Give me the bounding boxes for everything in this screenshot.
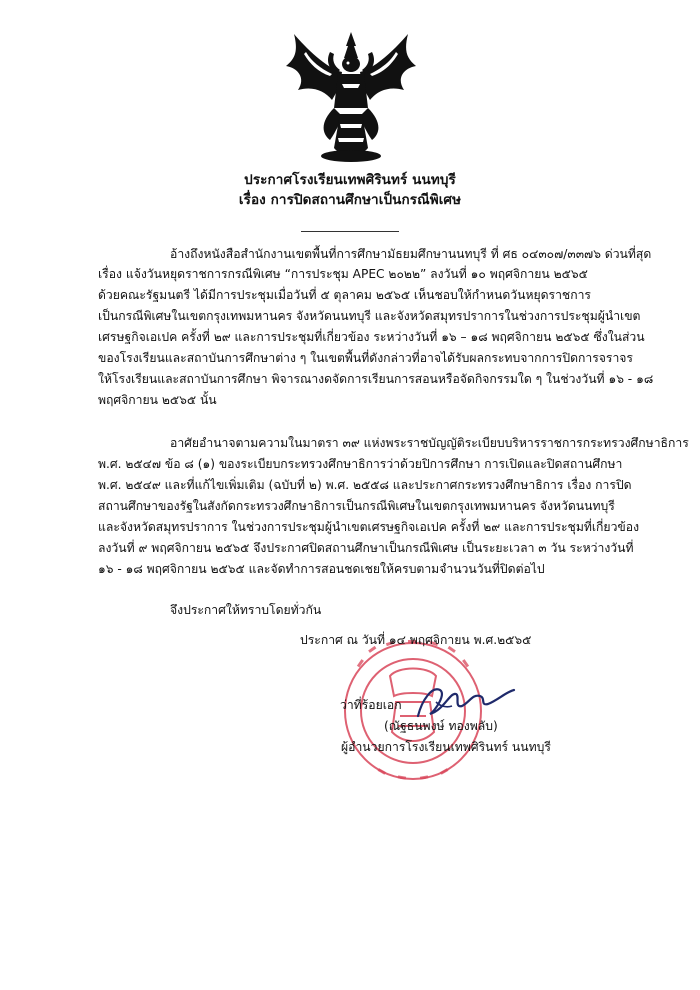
handwritten-signature-icon (410, 680, 520, 722)
text-line: ด้วยคณะรัฐมนตรี ได้มีการประชุมเมื่อวันที่ ๕ ตุลาคม ๒๕๖๕ เห็นชอบให้กำหนดวันหยุดราชการ (98, 288, 591, 302)
announcement-title: ประกาศโรงเรียนเทพศิรินทร์ นนทบุรี (244, 172, 456, 188)
text-line: สถานศึกษาของรัฐในสังกัดกระทรวงศึกษาธิการเป็นกรณีพิเศษในเขตกรุงเทพมหานคร จังหวัดนนทบุรี (98, 499, 615, 513)
text-line: เป็นกรณีพิเศษในเขตกรุงเทพมหานคร จังหวัดนนทบุรี และจังหวัดสมุทรปราการในช่วงการประชุมผู้นำเขต (98, 309, 641, 323)
text-line: ๑๖ - ๑๘ พฤศจิกายน ๒๕๖๕ และจัดทำการสอนชดเชยให้ครบตามจำนวนวันที่ปิดต่อไป (98, 562, 545, 576)
signer-rank: ว่าที่ร้อยเอก (340, 698, 402, 712)
text-line: อ้างถึงหนังสือสำนักงานเขตพื้นที่การศึกษามัธยมศึกษานนทบุรี ที่ ศธ ๐๔๓๐๗/๓๓๗๖ ด่วนที่สุด (170, 247, 652, 261)
text-line: และจังหวัดสมุทรปราการ ในช่วงการประชุมผู้นำเขตเศรษฐกิจเอเปค ครั้งที่ ๒๙ และการประชุมที่เกี่ยวข้อง (98, 520, 640, 534)
signer-name: (ณัฐธนพงษ์ ทองพลับ) (384, 719, 498, 733)
garuda-emblem-icon (276, 28, 426, 166)
signer-position: ผู้อำนวยการโรงเรียนเทพศิรินทร์ นนทบุรี (341, 740, 551, 754)
text-line: เรื่อง แจ้งวันหยุดราชการกรณีพิเศษ “การประชุม APEC ๒๐๒๒” ลงวันที่ ๑๐ พฤศจิกายน ๒๕๖๕ (98, 267, 588, 281)
text-line: ของโรงเรียนและสถาบันการศึกษาต่าง ๆ ในเขตพื้นที่ดังกล่าวที่อาจได้รับผลกระทบจากการปิดการจราจร (98, 351, 633, 365)
announcement-subject: เรื่อง การปิดสถานศึกษาเป็นกรณีพิเศษ (238, 192, 462, 208)
text-line: พฤศจิกายน ๒๕๖๕ นั้น (98, 393, 217, 407)
text-line: พ.ศ. ๒๕๔๙ และที่แก้ไขเพิ่มเติม (ฉบับที่ ๒) พ.ศ. ๒๕๕๘ และประกาศกระทรวงศึกษาธิการ เรื่อง การปิด (98, 478, 632, 492)
text-line: ให้โรงเรียนและสถาบันการศึกษา พิจารณางดจัดการเรียนการสอนหรือจัดกิจกรรมใด ๆ ในช่วงวันที่ ๑๖ - ๑๘ (98, 372, 654, 386)
title-divider (301, 231, 399, 232)
text-line: พ.ศ. ๒๕๔๗ ข้อ ๘ (๑) ของระเบียบกระทรวงศึกษาธิการว่าด้วยปิการศึกษา การเปิดและปิดสถานศึกษา (98, 457, 623, 471)
closing-statement: จึงประกาศให้ทราบโดยทั่วกัน (170, 603, 322, 617)
text-line: ลงวันที่ ๙ พฤศจิกายน ๒๕๖๕ จึงประกาศปิดสถานศึกษาเป็นกรณีพิเศษ เป็นระยะเวลา ๓ วัน ระหว่างวันที่ (98, 541, 634, 555)
text-line: เศรษฐกิจเอเปค ครั้งที่ ๒๙ และการประชุมที่เกี่ยวข้อง ระหว่างวันที่ ๑๖ – ๑๘ พฤศจิกายน ๒๕๖๕ ซึ่งในส่วน (98, 330, 645, 344)
text-line: อาศัยอำนาจตามความในมาตรา ๓๙ แห่งพระราชบัญญัติระเบียบบริหารราชการกระทรวงศึกษาธิการ (170, 436, 689, 450)
announcement-date: ประกาศ ณ วันที่ ๑๔ พฤศจิกายน พ.ศ.๒๕๖๕ (300, 633, 532, 647)
